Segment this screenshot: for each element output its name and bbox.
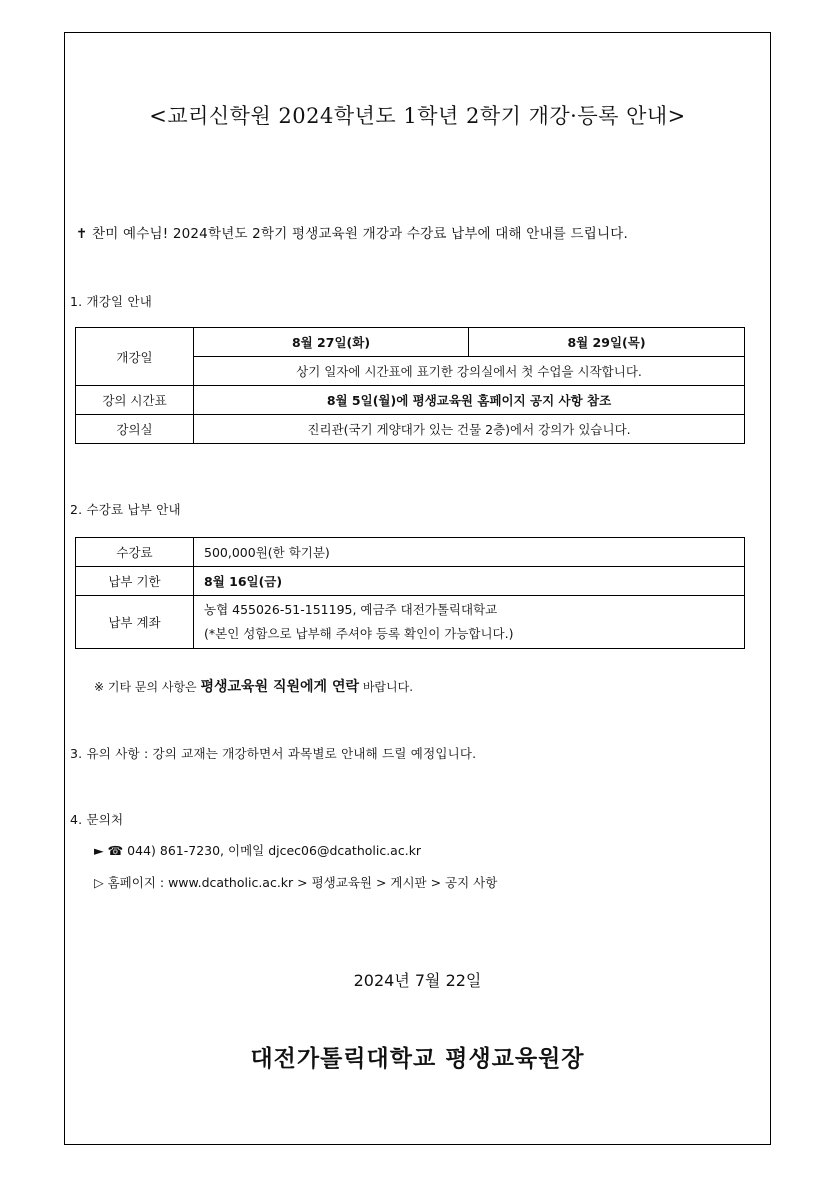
section1-heading: 1. 개강일 안내 xyxy=(70,294,153,309)
account-number: 농협 455026-51-151195, 예금주 대전가톨릭대학교 xyxy=(204,602,498,617)
schedule-label: 강의 시간표 xyxy=(76,386,194,415)
section3-notice: 3. 유의 사항 : 강의 교재는 개강하면서 과목별로 안내해 드릴 예정입니다. xyxy=(70,746,477,761)
room-label: 강의실 xyxy=(76,415,194,444)
greeting-text: 찬미 예수님! 2024학년도 2학기 평생교육원 개강과 수강료 납부에 대해 안내를 드립니다. xyxy=(92,226,628,242)
room-value: 진리관(국기 게양대가 있는 건물 2층)에서 강의가 있습니다. xyxy=(194,415,745,444)
arrow-outline-icon: ▷ xyxy=(94,875,104,890)
issue-date: 2024년 7월 22일 xyxy=(353,971,482,990)
note-suffix: 바랍니다. xyxy=(362,680,414,694)
opening-note: 상기 일자에 시간표에 표기한 강의실에서 첫 수업을 시작합니다. xyxy=(194,357,745,386)
fee-label: 수강료 xyxy=(76,538,194,567)
deadline-value: 8월 16일(금) xyxy=(194,567,745,596)
greeting-line xyxy=(76,222,628,242)
document-title: <교리신학원 2024학년도 1학년 2학기 개강·등록 안내> xyxy=(149,104,686,128)
phone-email-text: 044) 861-7230, 이메일 djcec06@dcatholic.ac.kr xyxy=(127,843,422,858)
account-label: 납부 계좌 xyxy=(76,596,194,649)
website-text: 홈페이지 : www.dcatholic.ac.kr > 평생교육원 > 게시판 > 공지 사항 xyxy=(107,875,498,890)
opening-date-1: 8월 27일(화) xyxy=(194,328,469,357)
signature: 대전가톨릭대학교 평생교육원장 xyxy=(250,1046,585,1072)
account-notice: (*본인 성함으로 납부해 주셔야 등록 확인이 가능합니다.) xyxy=(204,626,514,641)
phone-icon: ☎ xyxy=(107,843,124,858)
arrow-right-icon: ► xyxy=(94,843,104,858)
cross-icon: ✝ xyxy=(76,226,88,242)
note-prefix: ※ 기타 문의 사항은 xyxy=(94,680,197,694)
opening-date-2: 8월 29일(목) xyxy=(469,328,745,357)
section2-heading: 2. 수강료 납부 안내 xyxy=(70,502,181,517)
section4-heading: 4. 문의처 xyxy=(70,812,124,827)
schedule-value: 8월 5일(월)에 평생교육원 홈페이지 공지 사항 참조 xyxy=(194,386,745,415)
note-emphasis: 평생교육원 직원에게 연락 xyxy=(200,679,359,695)
deadline-label: 납부 기한 xyxy=(76,567,194,596)
contact-note xyxy=(94,676,413,696)
account-cell xyxy=(194,596,745,649)
website-line xyxy=(94,873,497,891)
opening-table xyxy=(75,327,745,444)
phone-line xyxy=(94,841,421,859)
fee-table xyxy=(75,537,745,649)
fee-value: 500,000원(한 학기분) xyxy=(194,538,745,567)
opening-label: 개강일 xyxy=(76,328,194,386)
